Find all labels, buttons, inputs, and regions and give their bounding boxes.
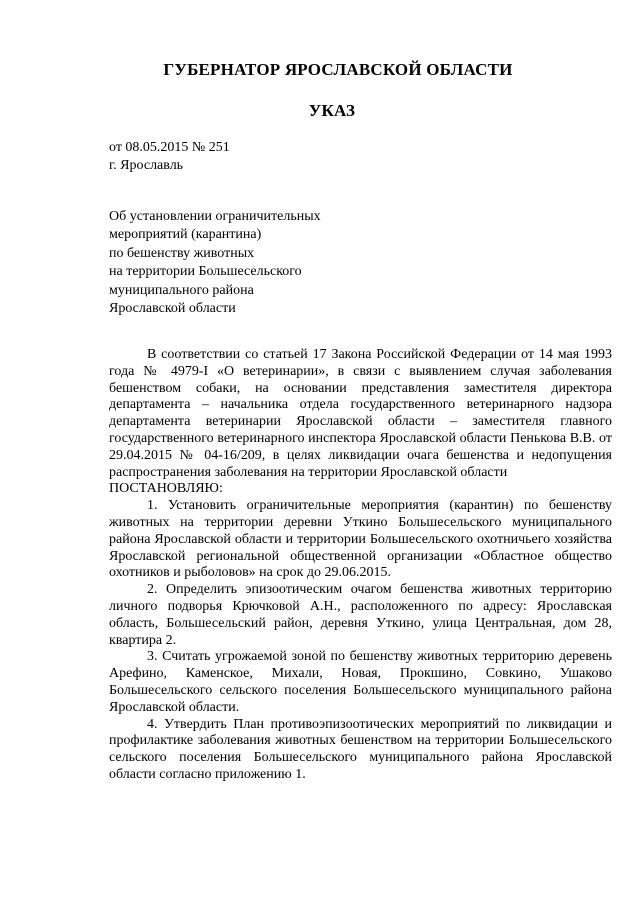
title-line: Ярославской области [109, 301, 236, 317]
decree-item: 4. Утвердить План противоэпизоотических мероприятий по ликвидации и профилактике заболевания животных бешенством на территории Большесельского сельского поселения Большесельского муниципального района Ярославской области согласно приложению 1. [109, 716, 612, 782]
decree-word: ПОСТАНОВЛЯЮ: [109, 481, 223, 497]
date-number: от 08.05.2015 № 251 [109, 140, 230, 155]
decree-item: 3. Считать угрожаемой зоной по бешенству животных территорию деревень Арефино, Каменское, Михали, Новая, Прокшино, Совкино, Ушаково Большесельского сельского поселения Большесельского муниципального района Ярославской области. [109, 649, 612, 715]
city-line: г. Ярославль [109, 158, 184, 173]
decree-item: 1. Установить ограничительные мероприятия (карантин) по бешенству животных на территории деревни Уткино Большесельского муниципального района Ярославской области и территории Большесельского охотничьего хозяйства Ярославской региональной общественной организации «Областное общество охотников и рыболовов» на срок до 29.06.2015. [109, 498, 612, 581]
decree-body [109, 347, 612, 784]
decree-item: 2. Определить эпизоотическим очагом бешенства животных территорию личного подворья Крючковой А.Н., расположенного по адресу: Ярославская область, Большесельский район, деревня Уткино, улица Центральная, дом 28, квартира 2. [109, 582, 612, 648]
title-line: на территории Большесельского [109, 264, 302, 280]
title-line: мероприятий (карантина) [109, 227, 262, 243]
decree-title [109, 208, 321, 318]
title-line: Об установлении ограничительных [109, 209, 321, 224]
title-line: муниципального района [109, 282, 254, 298]
decree-type-heading: УКАЗ [308, 101, 356, 120]
governor-heading: ГУБЕРНАТОР ЯРОСЛАВСКОЙ ОБЛАСТИ [163, 60, 513, 79]
preamble-paragraph: В соответствии со статьей 17 Закона Российской Федерации от 14 мая 1993 года № 4979-I «О ветеринарии», в связи с выявлением случая заболевания бешенством собаки, на основании представления заместителя директора департамента – начальника отдела государственного ветеринарного надзора департамента ветеринарии Ярославской области – заместителя главного государственного ветеринарного инспектора Ярославской области Пенькова В.В. от 29.04.2015 № 04-16/209, в целях ликвидации очага бешенства и недопущения распространения заболевания на территории Ярославской области [109, 347, 612, 480]
title-line: по бешенству животных [109, 245, 255, 261]
